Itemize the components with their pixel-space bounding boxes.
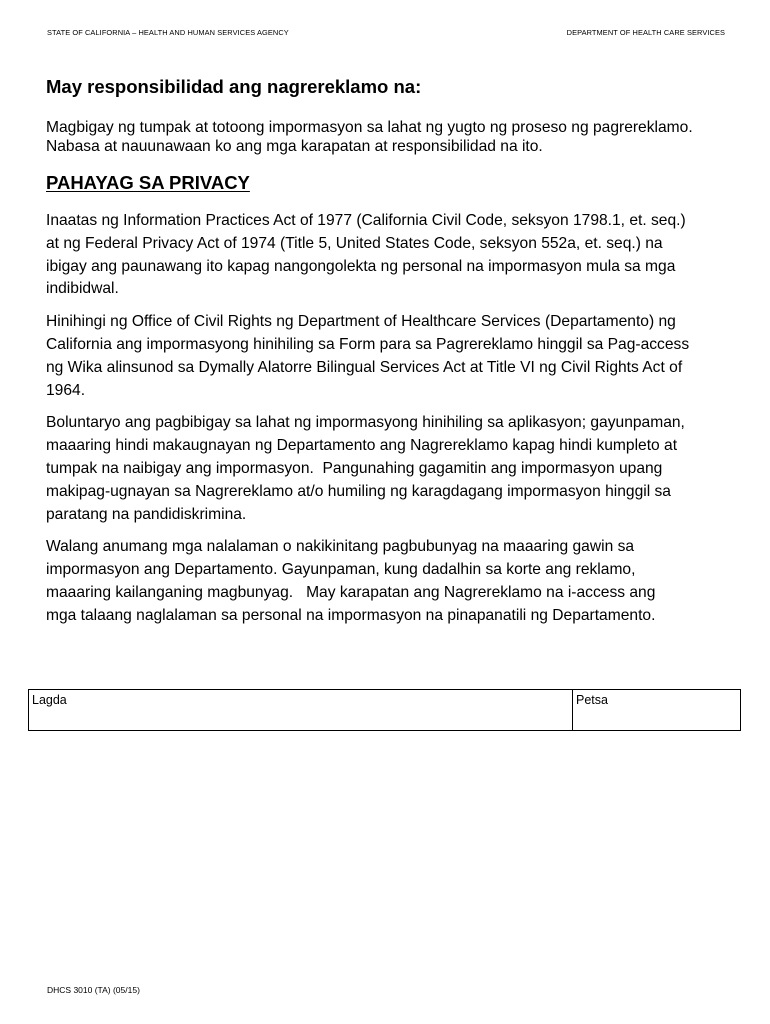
privacy-heading: PAHAYAG SA PRIVACY: [46, 172, 250, 193]
responsibility-line: Magbigay ng tumpak at totoong impormasyon sa lahat ng yugto ng proseso ng pagrereklamo.: [46, 119, 693, 136]
privacy-paragraph: Walang anumang mga nalalaman o nakikinitang pagbubunyag na maaaring gawin sa impormasyon ang Departamento. Gayunpaman, kung dadalhin sa korte ang reklamo, maaaring kailanganing magbunyag. May karapatan ang Nagrereklamo na i-access ang mga talaang naglalaman sa personal na impormasyon na pinapanatili ng Departamento.: [46, 538, 656, 624]
privacy-paragraph: Inaatas ng Information Practices Act of 1977 (California Civil Code, seksyon 1798.1, et. seq.) at ng Federal Privacy Act of 1974 (Title 5, United States Code, seksyon 552a, et. seq.) na ibigay ang paunawang ito kapag nangongolekta ng personal na impormasyon mula sa mga indibidwal.: [46, 212, 686, 298]
privacy-paragraph: Boluntaryo ang pagbibigay sa lahat ng impormasyong hinihiling sa aplikasyon; gayunpaman, maaaring hindi makaugnayan ng Departamento ang Nagrereklamo kapag hindi kumpleto at tumpak na naibigay ang impormasyon. Pangunahing gagamitin ang impormasyon upang makipag-ugnayan sa Nagrereklamo at/o humiling ng karagdagang impormasyon hinggil sa paratang na pandidiskrimina.: [46, 414, 685, 523]
date-label: Petsa: [576, 693, 608, 707]
responsibility-body: [46, 118, 746, 156]
signature-label: Lagda: [32, 693, 67, 707]
date-field[interactable]: [573, 690, 740, 730]
form-id: DHCS 3010 (TA) (05/15): [47, 985, 140, 995]
signature-field[interactable]: [29, 690, 573, 730]
privacy-paragraph: Hinihingi ng Office of Civil Rights ng Department of Healthcare Services (Departamento) ng California ang impormasyong hinihiling sa Form para sa Pagrereklamo hinggil sa Pag-access ng Wika alinsunod sa Dymally Alatorre Bilingual Services Act at Title VI ng Civil Rights Act of 1964.: [46, 313, 690, 399]
signature-block: [28, 689, 741, 731]
responsibility-line: Nabasa at nauunawaan ko ang mga karapatan at responsibilidad na ito.: [46, 138, 543, 155]
department-header: DEPARTMENT OF HEALTH CARE SERVICES: [566, 28, 725, 37]
privacy-statement: [46, 210, 736, 638]
agency-header: STATE OF CALIFORNIA – HEALTH AND HUMAN SERVICES AGENCY: [47, 28, 289, 37]
responsibility-heading: May responsibilidad ang nagrereklamo na:: [46, 76, 422, 97]
